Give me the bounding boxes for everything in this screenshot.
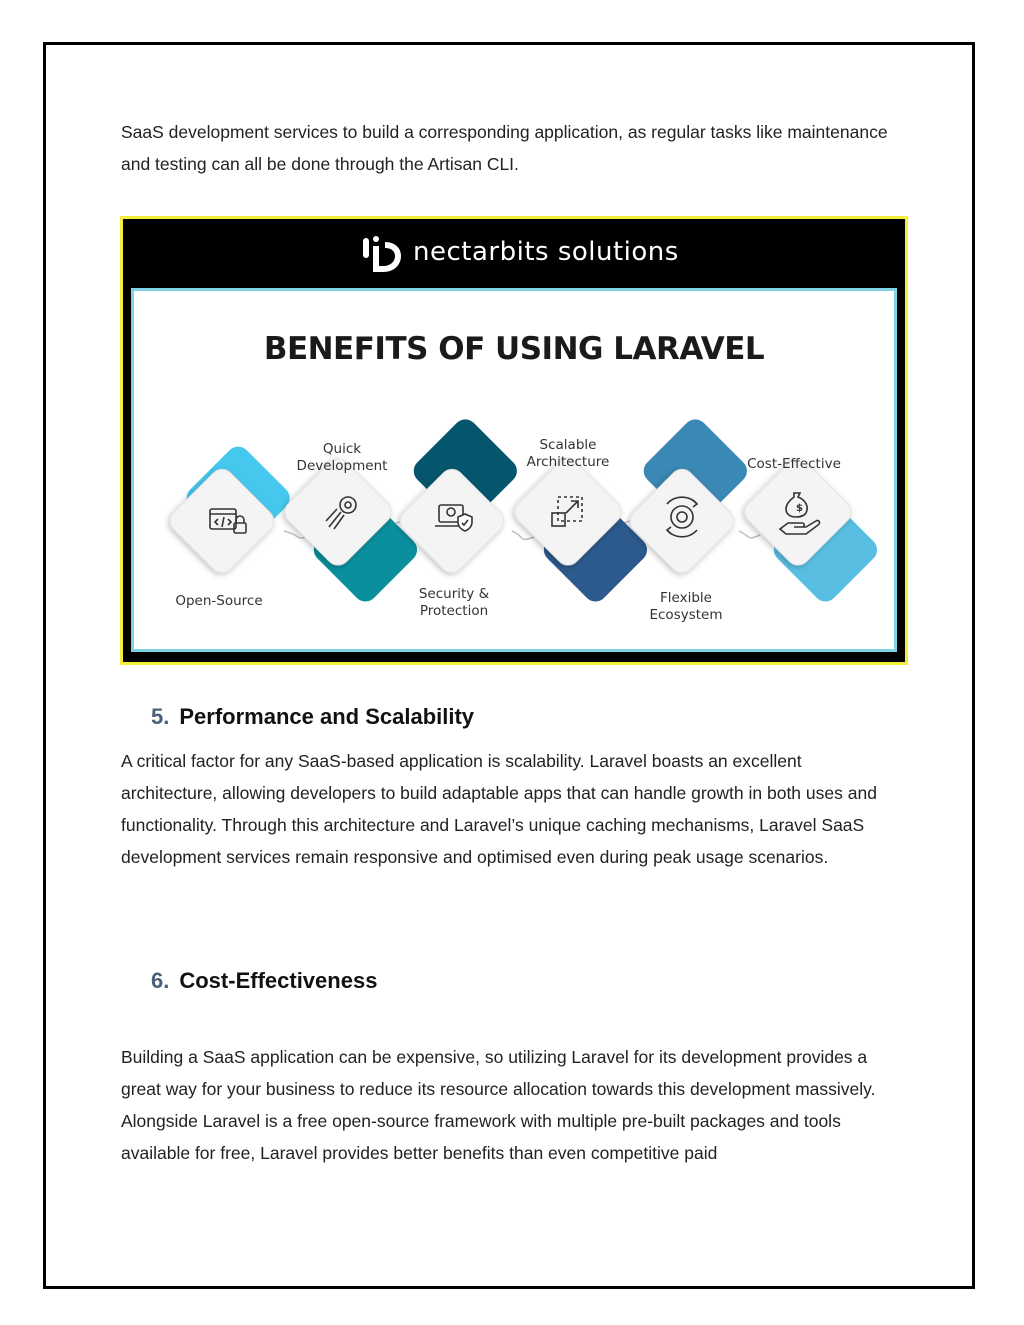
section-6-title: Cost-Effectiveness	[179, 968, 378, 993]
section-5-body: A critical factor for any SaaS-based application is scalability. Laravel boasts an excellent architecture, allowing developers to build adaptable apps that can handle growth in both uses and functionality. Through this architecture and Laravel’s unique caching mechanisms, Laravel SaaS development services remain responsive and optimised even during peak usage scenarios.	[121, 751, 877, 867]
cost-effective-card	[740, 454, 882, 606]
label-security-protection: Security & Protection	[418, 586, 490, 619]
label-open-source: Open-Source	[175, 593, 263, 609]
benefits-panel	[131, 288, 897, 652]
open-source-card	[165, 442, 294, 578]
quick-development-card	[280, 454, 422, 606]
section-6-number: 6.	[151, 968, 170, 993]
label-flexible-ecosystem: Flexible Ecosystem	[649, 590, 723, 623]
brand-header	[123, 219, 905, 289]
scalable-architecture-card	[510, 454, 652, 606]
label-scalable-architecture: Scalable Architecture	[526, 437, 610, 470]
benefits-title: BENEFITS OF USING LARAVEL	[263, 331, 765, 367]
section-6-heading	[151, 968, 377, 994]
section-5-heading	[151, 704, 474, 730]
section-5-title: Performance and Scalability	[179, 704, 475, 729]
section-5-number: 5.	[151, 704, 170, 729]
label-quick-development: Quick Development	[296, 441, 388, 474]
brand-name: nectarbits solutions	[413, 237, 679, 267]
section-6-body: Building a SaaS application can be expensive, so utilizing Laravel for its development provides a great way for your business to reduce its resource allocation towards this development massively. Alongside Laravel is a free open-source framework with multiple pre-built packages and tools available for free, Laravel provides better benefits than even competitive paid	[121, 1047, 876, 1163]
laravel-benefits-banner	[120, 216, 908, 665]
label-cost-effective: Cost-Effective	[747, 456, 841, 472]
nectarbits-logo-icon	[361, 234, 405, 276]
svg-text:$: $	[796, 503, 803, 514]
intro-paragraph: SaaS development services to build a corresponding application, as regular tasks like maintenance and testing can all be done through the Artisan CLI.	[121, 122, 888, 174]
